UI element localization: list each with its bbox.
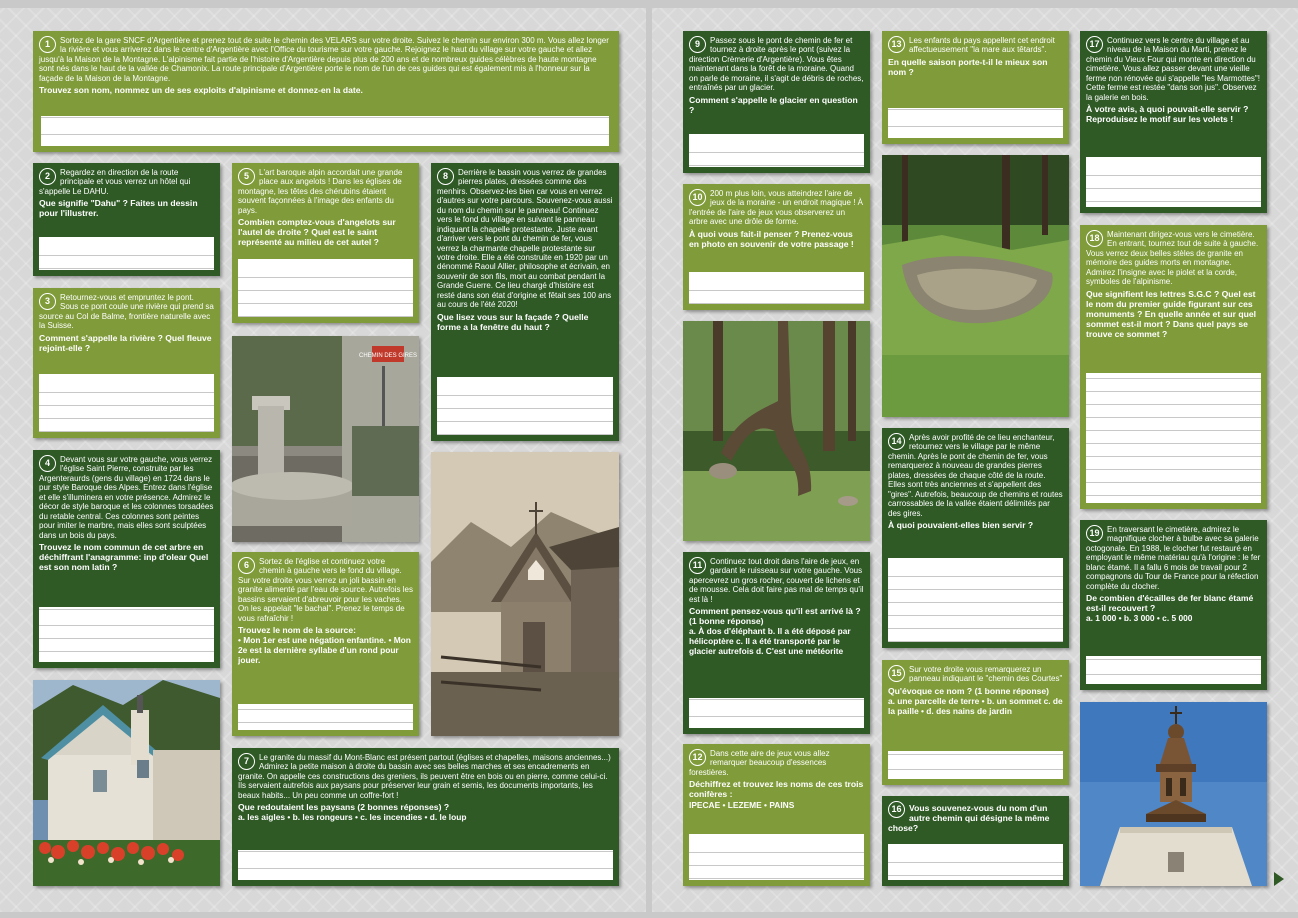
step-number-badge: 7 [238, 753, 255, 770]
question-card-4 [33, 450, 220, 668]
answer-box[interactable] [39, 607, 214, 662]
step-number-badge: 18 [1086, 230, 1103, 247]
step-number-badge: 13 [888, 36, 905, 53]
card-question: Comment pensez-vous qu'il est arrivé là ? (1 bonne réponse) [689, 606, 861, 627]
answer-box[interactable] [689, 134, 864, 167]
card-instructions: Le granite du massif du Mont-Blanc est présent partout (églises et chapelles, maisons anciennes...) Admirez la petite maison à droite du bassin avec ses belles marches et ses encadrements en granite. On appelle ces constructions des greniers, ils peuvent être en bois ou en pierre, comme celui-ci. Ils servaient autrefois aux paysans pour préserver leur grain et semis, les documents importants, les beaux habits... Un peu comme un coffre-fort ! [238, 753, 611, 800]
card-instructions: Sur votre droite vous remarquerez un panneau indiquant le "chemin des Courtes" [909, 665, 1063, 684]
card-question: Que redoutaient les paysans (2 bonnes réponses) ? [238, 802, 450, 813]
question-card-15 [882, 660, 1069, 785]
step-number-badge: 1 [39, 36, 56, 53]
question-card-14 [882, 428, 1069, 648]
answer-box[interactable] [1086, 157, 1261, 207]
sign-text: CHEMIN DES GIRES [358, 353, 418, 359]
card-options: a. les aigles • b. les rongeurs • c. les incendies • d. le loup [238, 812, 467, 823]
church-illustration [33, 680, 220, 886]
card-options: • Mon 1er est une négation enfantine. • Mon 2e est la dernière syllabe d'un rond pour jouer. [238, 635, 411, 666]
card-question: Qu'évoque ce nom ? (1 bonne réponse) [888, 685, 1050, 696]
answer-box[interactable] [39, 237, 214, 270]
answer-box[interactable] [888, 844, 1063, 880]
card-question: Que signifie "Dahu" ? Faites un dessin pour l'illustrer. [39, 198, 198, 219]
step-number-badge: 17 [1086, 36, 1103, 53]
question-card-17 [1080, 31, 1267, 213]
card-question: Trouvez son nom, nommez un de ses exploits d'alpinisme et donnez-en la date. [39, 85, 363, 96]
answer-box[interactable] [238, 850, 613, 880]
step-number-badge: 19 [1086, 525, 1103, 542]
question-card-5 [232, 163, 419, 323]
question-card-2 [33, 163, 220, 276]
card-question: Comment s'appelle le glacier en question ? [689, 94, 858, 115]
bell-tower-illustration [1080, 702, 1267, 886]
step-number-badge: 15 [888, 665, 905, 682]
card-question: Que signifient les lettres S.G.C ? Quel est le nom du premier guide figurant sur ces monuments ? En quelle année et sur quel sommet est-il mort ? Dans quel pays se trouve ce sommet ? [1086, 288, 1256, 340]
step-number-badge: 6 [238, 557, 255, 574]
bell-tower-photo [1080, 702, 1267, 886]
answer-box[interactable] [888, 558, 1063, 642]
card-question: À quoi pouvaient-elles bien servir ? [888, 519, 1034, 530]
card-question: Que lisez vous sur la façade ? Quelle forme a la fenêtre du haut ? [437, 311, 589, 332]
question-card-18 [1080, 225, 1267, 509]
card-options: a. À dos d'éléphant b. Il a été déposé par hélicoptère c. Il a été transporté par le glacier autrefois d. C'est une météorite [689, 626, 851, 657]
pond-illustration [882, 155, 1069, 417]
question-card-8 [431, 163, 619, 441]
card-instructions: Continuez tout droit dans l'aire de jeux, en gardant le ruisseau sur votre gauche. Vous apercevrez un gros rocher, couvert de lichens et de mousse. Cela doit faire pas mal de temps qu'il est là ! [689, 557, 864, 604]
answer-box[interactable] [41, 116, 609, 146]
question-card-19 [1080, 520, 1267, 690]
step-number-badge: 8 [437, 168, 454, 185]
step-number-badge: 11 [689, 557, 706, 574]
card-instructions: Les enfants du pays appellent cet endroit affectueusement "la mare aux têtards". [909, 36, 1055, 55]
card-question: Comment s'appelle la rivière ? Quel fleuve rejoint-elle ? [39, 332, 212, 353]
card-question: En quelle saison porte-t-il le mieux son nom ? [888, 56, 1048, 78]
chapel-photo [431, 452, 619, 736]
card-question: Trouvez le nom de la source: [238, 625, 356, 636]
answer-box[interactable] [39, 374, 214, 432]
next-page-arrow-icon[interactable] [1274, 872, 1284, 886]
question-card-16 [882, 796, 1069, 886]
step-number-badge: 3 [39, 293, 56, 310]
answer-box[interactable] [1086, 656, 1261, 684]
answer-box[interactable] [888, 751, 1063, 779]
card-options: a. une parcelle de terre • b. un sommet c. de la paille • d. des nains de jardin [888, 696, 1063, 716]
question-card-12 [683, 744, 870, 886]
card-question: Déchiffrez et trouvez les noms de ces trois conifères : [689, 779, 864, 800]
card-instructions: Après avoir profité de ce lieu enchanteur, retournez vers le village par le même chemin. Après le pont de chemin de fer, vous remarquerez à nouveau de grandes pierres plates, dressées de chaque côté de la route. Elles sont très anciennes et s'appellent des "gires". Autrefois, beaucoup de chemins et routes carrossables de la vallée étaient délimités par des gires. [888, 433, 1063, 518]
card-question: Vous souvenez-vous du nom d'un autre chemin qui désigne la même chose? [888, 803, 1050, 834]
card-instructions: Continuez vers le centre du village et au niveau de la Maison du Marti, prenez le chemin du Vieux Four qui monte en direction du cimetière. Vous allez passer devant une vieille ferme non rénovée qui s'appelle "les Marmottes"! Cette ferme est restée "dans son jus". Observez la galerie en bois. [1086, 36, 1260, 102]
card-question: Trouvez le nom commun de cet arbre en déchiffrant l'anagramme: inp d'olear Quel est son nom latin ? [39, 541, 209, 573]
question-card-3 [33, 288, 220, 438]
card-instructions: Retournez-vous et empruntez le pont. Sous ce pont coule une rivière qui prend sa source au Col de Balme, frontière naturelle avec la Suisse. [39, 293, 214, 331]
card-question: À votre avis, à quoi pouvait-elle servir ? Reproduisez le motif sur les volets ! [1086, 104, 1249, 125]
card-instructions: En traversant le cimetière, admirez le magnifique clocher à bulbe avec sa galerie octogonale. En 1988, le clocher fut restauré en employant le même matériau qu'à l'origine : le fer blanc étamé. Il a fallu 6 mois de travail pour 2 compagnons du Tour de France pour la réfection complète du clocher. [1086, 525, 1261, 591]
fountain-photo [232, 336, 419, 542]
card-instructions: Derrière le bassin vous verrez de grandes pierres plates, dressées comme des menhirs. Observez-les bien car vous en verrez d'autres sur votre parcours. Souvenez-vous aussi du nom du chemin sur le panneau! Continuez vers le fond du village en suivant le panneau indiquant la chapelle protestante. Juste avant d'arriver vers le pont du chemin de fer, vous verrez la charmante chapelle protestante sur votre droite. Elle a été construite en 1920 par un dénommé Raoul Allier, philosophe et écrivain, en souvenir de son fils, mort au combat pendant la Grande Guerre. Ce lieu chargé d'histoire est resté dans son état d'origine et fêtait ses 100 ans au cours de l'été 2020! [437, 168, 613, 310]
step-number-badge: 4 [39, 455, 56, 472]
card-options: a. 1 000 • b. 3 000 • c. 5 000 [1086, 613, 1193, 624]
step-number-badge: 14 [888, 433, 905, 450]
question-card-6 [232, 552, 419, 736]
card-question: Combien comptez-vous d'angelots sur l'autel de droite ? Quel est le saint représenté au milieu de cet autel ? [238, 217, 396, 248]
question-card-11 [683, 552, 870, 734]
answer-box[interactable] [888, 108, 1063, 138]
tree-illustration [683, 321, 870, 541]
chapel-illustration [431, 452, 619, 736]
answer-box[interactable] [689, 272, 864, 304]
step-number-badge: 5 [238, 168, 255, 185]
answer-box[interactable] [437, 377, 613, 435]
question-card-13 [882, 31, 1069, 144]
answer-box[interactable] [689, 834, 864, 880]
card-instructions: Regardez en direction de la route principale et vous verrez un hôtel qui s'appelle Le DAHU. [39, 168, 191, 196]
step-number-badge: 10 [689, 189, 706, 206]
curved-tree-photo [683, 321, 870, 541]
answer-box[interactable] [238, 259, 413, 317]
question-card-7 [232, 748, 619, 886]
question-card-1 [33, 31, 619, 152]
card-instructions: L'art baroque alpin accordait une grande place aux angelots ! Dans les églises de montagne, les têtes des chérubins étaient souvent façonnées à l'image des enfants du pays. [238, 168, 403, 215]
answer-box[interactable] [238, 704, 413, 730]
card-instructions: 200 m plus loin, vous atteindrez l'aire de jeux de la moraine - un endroit magique ! À l'entrée de l'aire de jeux vous observerez un arbre avec une drôle de forme. [689, 189, 863, 227]
card-question: À quoi vous fait-il penser ? Prenez-vous en photo en souvenir de votre passage ! [689, 228, 854, 249]
card-instructions: Sortez de l'église et continuez votre chemin à gauche vers le fond du village. Sur votre droite vous verrez un joli bassin en granite alimenté par l'eau de source. Autrefois les bassins servaient d'abreuvoir pour les vaches. On les appelait "le bachal". Prenez le temps de vous rafraîchir ! [238, 557, 413, 623]
step-number-badge: 12 [689, 749, 706, 766]
card-options: IPECAE • LEZEME • PAINS [689, 799, 795, 810]
card-instructions: Maintenant dirigez-vous vers le cimetière. En entrant, tournez tout de suite à gauche. Vous verrez deux belles stèles de granite en mémoire des guides morts en montagne. Admirez l'insigne avec le piolet et la corde, symboles de l'alpinisme. [1086, 230, 1259, 287]
step-number-badge: 9 [689, 36, 706, 53]
step-number-badge: 2 [39, 168, 56, 185]
card-instructions: Sortez de la gare SNCF d'Argentière et prenez tout de suite le chemin des VELARS sur votre droite. Suivez le chemin sur environ 300 m. Vous allez longer la rivière et vous arriverez dans le centre d'Argentière avec l'Office du tourisme sur votre gauche. Rejoignez le haut du village sur votre gauche et allez jusqu'à la Maison de la Montagne. L'alpinisme fait partie de l'histoire d'Argentière depuis plus de 200 ans et de nombreux guides célèbres de haute montagne sont nés dans le haut de la vallée de Chamonix. La route principale d'Argentière porte le nom de l'un de ces guides qui est également mis à l'honneur sur la façade de la Maison de la Montagne. [39, 36, 609, 83]
answer-box[interactable] [689, 698, 864, 728]
question-card-10 [683, 184, 870, 310]
step-number-badge: 16 [888, 801, 905, 818]
pond-photo [882, 155, 1069, 417]
card-instructions: Dans cette aire de jeux vous allez remarquer beaucoup d'essences forestières. [689, 749, 830, 777]
fountain-illustration [232, 336, 419, 542]
question-card-9 [683, 31, 870, 173]
church-photo [33, 680, 220, 886]
card-instructions: Passez sous le pont de chemin de fer et tournez à droite après le pont (suivez la direction Crèmerie d'Argentière). Vous êtes maintenant dans la forêt de la moraine. Quand on parle de moraine, il s'agit de débris de roches, entraînés par un glacier. [689, 36, 864, 93]
card-instructions: Devant vous sur votre gauche, vous verrez l'église Saint Pierre, construite par les Argenteraurds (gens du village) en 1724 dans le pur style Baroque des Alpes. Entrez dans l'église et elle s'illuminera en votre présence. Admirez le décor de style baroque et les colonnes torsadées du retable central. Ces colonnes sont peintes pour imiter le marbre, mais elles sont sculptées dans un bois du pays. [39, 455, 214, 540]
answer-box[interactable] [1086, 373, 1261, 503]
card-question: De combien d'écailles de fer blanc étamé est-il recouvert ? [1086, 593, 1254, 614]
